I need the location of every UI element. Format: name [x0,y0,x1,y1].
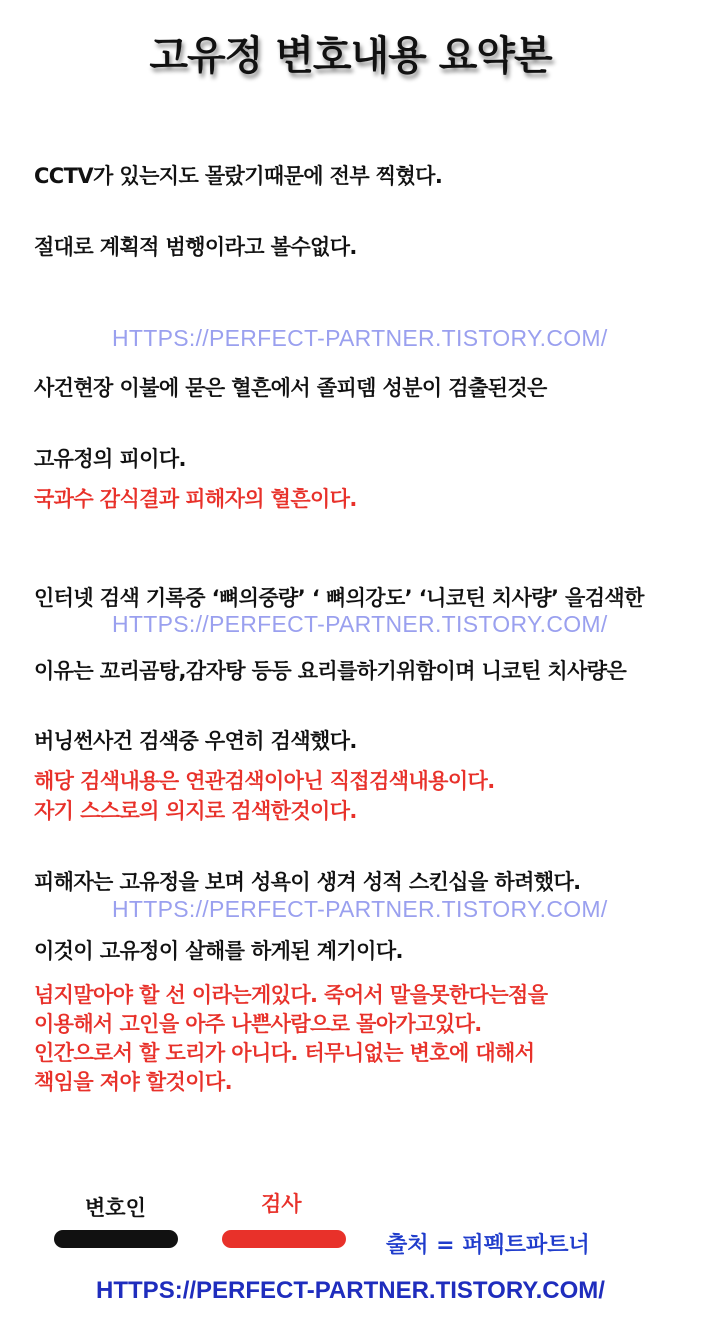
legend-lawyer-label: 변호인 [85,1196,146,1220]
prosecutor-statement-3: 자기 스스로의 의지로 검색한것이다. [34,799,357,823]
prosecutor-statement-2: 해당 검색내용은 연관검색이아닌 직접검색내용이다. [34,769,495,793]
watermark-url: HTTPS://PERFECT-PARTNER.TISTORY.COM/ [112,325,608,351]
legend-lawyer-bar [54,1230,178,1248]
source-credit: 출처 = 퍼펙트파트너 [386,1233,590,1258]
lawyer-statement-7: 버닝썬사건 검색중 우연히 검색했다. [34,729,357,753]
prosecutor-statement-1: 국과수 감식결과 피해자의 혈흔이다. [34,487,357,511]
prosecutor-statement-7: 책임을 져야 할것이다. [34,1070,232,1094]
legend-prosecutor-bar [222,1230,346,1248]
lawyer-statement-4: 고유정의 피이다. [34,447,186,471]
lawyer-statement-8: 피해자는 고유정을 보며 성욕이 생겨 성적 스킨십을 하려했다. [34,870,581,894]
prosecutor-statement-5: 이용해서 고인을 아주 나쁜사람으로 몰아가고있다. [34,1012,482,1036]
lawyer-statement-9: 이것이 고유정이 살해를 하게된 계기이다. [34,939,403,963]
watermark-url: HTTPS://PERFECT-PARTNER.TISTORY.COM/ [112,611,608,637]
legend-prosecutor-label: 검사 [261,1192,302,1216]
lawyer-statement-2: 절대로 계획적 범행이라고 볼수없다. [34,235,357,259]
watermark-url: HTTPS://PERFECT-PARTNER.TISTORY.COM/ [112,896,608,922]
prosecutor-statement-6: 인간으로서 할 도리가 아니다. 터무니없는 변호에 대해서 [34,1041,535,1065]
prosecutor-statement-4: 넘지말아야 할 선 이라는게있다. 죽어서 말을못한다는점을 [34,983,548,1007]
lawyer-statement-1: CCTV가 있는지도 몰랐기때문에 전부 찍혔다. [34,164,443,188]
lawyer-statement-5: 인터넷 검색 기록중 ‘뼈의중량’ ‘ 뼈의강도’ ‘니코틴 치사량’ 을검색한 [34,586,644,610]
lawyer-statement-6: 이유는 꼬리곰탕,감자탕 등등 요리를하기위함이며 니코틴 치사량은 [34,659,627,683]
lawyer-statement-3: 사건현장 이불에 묻은 혈흔에서 졸피뎀 성분이 검출된것은 [34,376,547,400]
page-title: 고유정 변호내용 요약본 [149,33,552,79]
footer-url-link[interactable]: HTTPS://PERFECT-PARTNER.TISTORY.COM/ [96,1277,605,1304]
